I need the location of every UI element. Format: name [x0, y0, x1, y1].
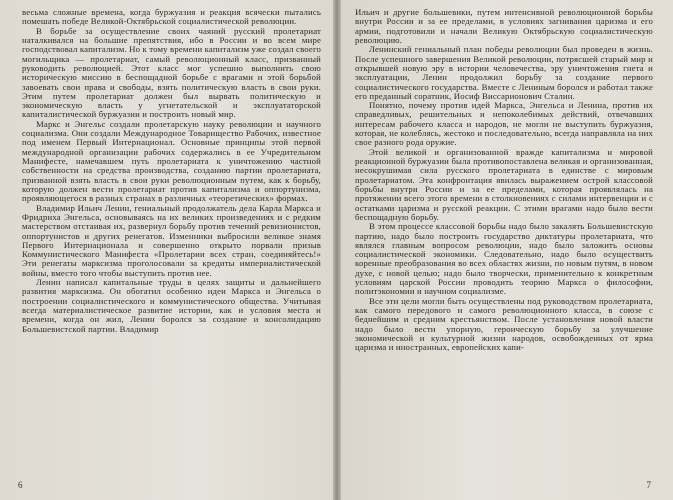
right-paragraph-2: Ленинский гениальный план победы революции был проведен в жизнь. После успешного завершения Великой революции, потрясшей старый мир и открывшей новую эру в истории человечества, эру уничтожения гнета и эксплуатации, Ленин продолжил борьбу за создание первого социалистического государства. Вместе с Лениным боролся и работал также его преданный соратник, Иосиф Виссарионович Сталин.	[355, 44, 653, 101]
right-page	[341, 0, 673, 500]
left-paragraph-5: Ленин написал капитальные труды в целях защиты и дальнейшего развития марксизма. Он обогатил особенно идеи Маркса и Энгельса о построении социалистического и коммунистического общества. Учитывая всегда материалистическое развитие истории, как и условия места и времени, когда он жил, Ленин боролся за создание и консолидацию Большевистской партии. Владимир	[22, 277, 321, 334]
left-page	[0, 0, 333, 500]
right-paragraph-3: Понятно, почему против идей Маркса, Энгельса и Ленина, против их справедливых, решительных и непоколебимых действий, отвечавших интересам рабочего класса и народов, не могли не выступить буржуазия, которая, не колеблясь, жестоко и последовательно, всегда направляла на них свое разного рода оружие.	[355, 100, 653, 148]
left-paragraph-3: Маркс и Энгельс создали пролетарскую науку революции и научного социализма. Они создали Международное Товарищество Рабочих, известное под именем Первый Интернационал. Основные принципы этой первой международной организации рабочих содержались в ее Учредительном Манифесте, намечавшем путь пролетариата к уничтожению частной собственности на средства производства, созданию партии пролетариата, призванной взять власть в свои руки революционным путем, как к борьбу, которую должен вести пролетариат против капитализма и оппортунизма, проявляющегося в разных странах в различных «теоретических» формах.	[22, 118, 321, 204]
left-paragraph-2: В борьбе за осуществление своих чаяний русский пролетариат наталкивался на большие препятствия, ибо в России и во всем мире господствовал капитализм. Но к тому времени капитализм уже создал своего могильщика — пролетариат, самый революционный класс, призванный руководить революцией. Этот класс мог успешно выполнить свою историческую миссию в беспощадной борьбе с врагами и этой борьбой завоевать свои права и свободы, взять политическую власть в свои руки. Этим путем пролетариат должен был вырвать политическую и экономическую власть у угнетательской и эксплуататорской капиталистической буржуазии и построить новый мир.	[22, 25, 321, 120]
right-paragraph-4: Этой великой и организованной вражде капитализма и мировой реакционной буржуазии была противопоставлена великая и организованная, несокрушимая сила русского пролетариата в единстве с мировым пролетариатом. Эта конфронтация явилась выражением острой классовой борьбы внутри России и за ее пределами, которая проявлялась на протяжении всего этого времени в столкновениях с силами интервенции и с остатками царизма и русской реакции. С этими врагами надо было вести беспощадную борьбу.	[355, 146, 653, 222]
page-number-left: 6	[18, 480, 23, 490]
page-number-right: 7	[646, 480, 651, 490]
left-paragraph-4: Владимир Ильич Ленин, гениальный продолжатель дела Карла Маркса и Фридриха Энгельса, основываясь на их великих произведениях и с редким мастерством отстаивая их, развернул борьбу против течений ревизионистов, оппортунистов и других ренегатов. Изменники выбросили великое знамя Первого Интернационала и совершенно открыто порвали призыв Коммунистического Манифеста «Пролетарии всех стран, соединяйтесь!» Эти ренегаты марксизма проголосовали за кредиты империалистической войны, вместо того чтобы выступить против нее.	[22, 202, 321, 278]
right-paragraph-1: Ильич и другие большевики, путем интенсивной революционной борьбы внутри России и за ее пределами, в условиях загнивания царизма и его армии, подготовили и начали Великую Октябрьскую социалистическую революцию.	[355, 7, 653, 45]
right-paragraph-6: Все эти цели могли быть осуществлены под руководством пролетариата, как самого передового и самого революционного класса, в союзе с беднейшим и средним крестьянством. После установления новой власти надо было вести упорную, героическую борьбу за улучшение экономической и культурной жизни народов, освобожденных от ярма царизма и иностранных, европейских капи-	[355, 295, 653, 353]
left-paragraph-1: весьма сложные времена, когда буржуазия и реакция всячески пытались помешать победе Великой-Октябрьской социалистической революции.	[22, 7, 321, 27]
book-gutter	[333, 0, 341, 500]
right-paragraph-5: В этом процессе классовой борьбы надо было закалять Большевистскую партию, надо было построить государство диктатуры пролетариата, что являлся главным вопросом революции, надо было заложить основы социалистической экономики. Следовательно, надо было осуществить коренные преобразования во всех областях жизни, по новым путям, в новом духе, с новой целью; надо было творчески, применительно к конкретным условиям царской России проводить теорию Маркса о философии, политэкономии и научном социализме.	[355, 221, 653, 297]
